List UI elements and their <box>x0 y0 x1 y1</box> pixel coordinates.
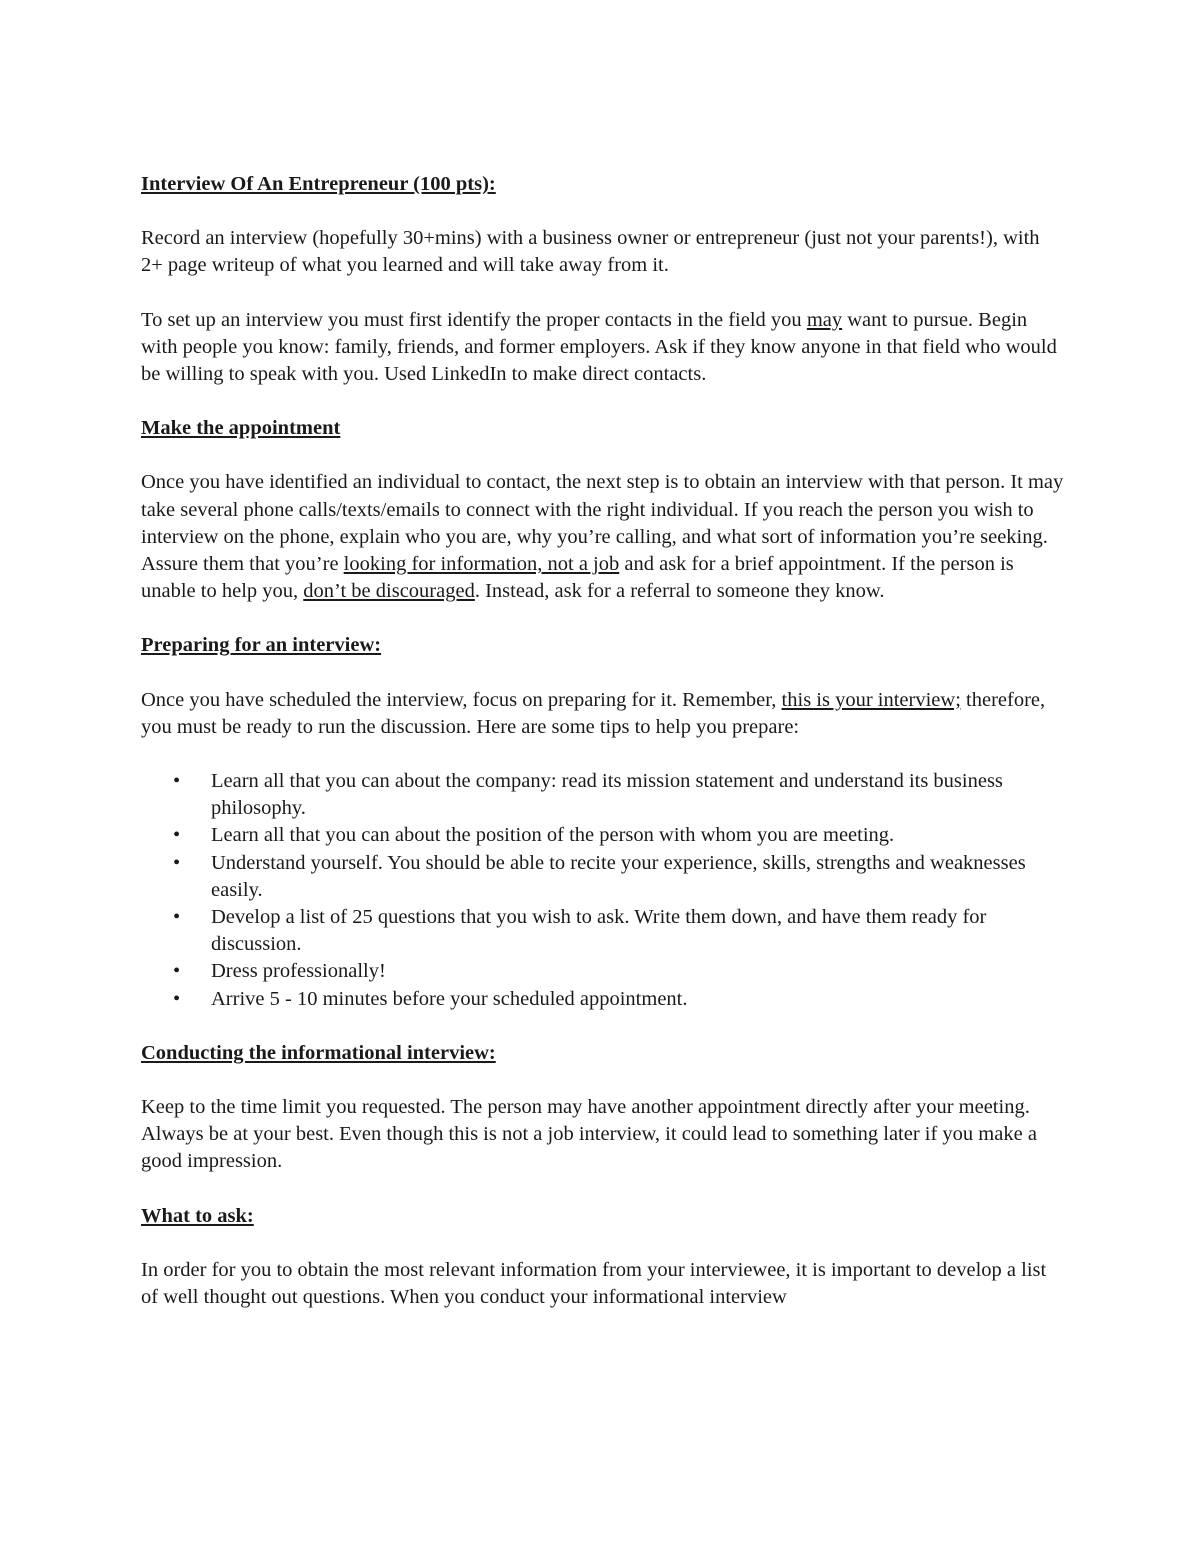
preparing-text-2: therefore, you must be ready to run the discussion. Here are some tips to help you prepare: <box>141 688 1046 738</box>
appointment-underlined-discouraged: don’t be discouraged <box>303 580 475 603</box>
document-title <box>141 171 1066 198</box>
ask-paragraph: In order for you to obtain the most relevant information from your interviewee, it is important to develop a list of well thought out questions. When you conduct your informational interview <box>141 1258 1047 1309</box>
bullet-icon: • <box>173 987 181 1010</box>
document-title-text: Interview Of An Entrepreneur (100 pts): <box>141 173 496 195</box>
appointment-text-1: Once you have identified an individual to contact, the next step is to obtain an interview with that person. It may take several phone calls/texts/emails to connect with the right individual. If you reach the person you wish to interview on the phone, explain who you are, why you’re calling, and what sort of information you’re seeking. Assure them that you’re <box>141 471 1064 576</box>
document-body <box>141 171 1066 1338</box>
appointment-heading <box>141 415 1066 442</box>
ask-heading-text: What to ask: <box>141 1204 254 1227</box>
setup-underlined-may: may <box>806 308 843 331</box>
preparing-heading-text: Preparing for an interview: <box>141 634 382 657</box>
list-item <box>173 958 1066 985</box>
appointment-heading-text: Make the appointment <box>141 417 341 440</box>
list-item <box>173 822 1066 849</box>
bullet-icon: • <box>173 906 181 929</box>
setup-text-1: To set up an interview you must first identify the proper contacts in the field you <box>141 308 807 331</box>
appointment-text-2: and ask for a brief appointment. If the person is unable to help you, <box>141 553 1014 603</box>
tip-text: Arrive 5 - 10 minutes before your scheduled appointment. <box>211 987 688 1010</box>
preparing-text-1: Once you have scheduled the interview, focus on preparing for it. Remember, <box>141 688 782 711</box>
list-item <box>173 904 1066 958</box>
bullet-icon: • <box>173 851 181 874</box>
conducting-heading-text: Conducting the informational interview: <box>141 1041 496 1064</box>
appointment-text-3: . Instead, ask for a referral to someone they know. <box>474 580 885 603</box>
tip-text: Understand yourself. You should be able to recite your experience, skills, strengths and weaknesses easily. <box>211 851 1026 901</box>
tips-list <box>141 768 1066 1013</box>
bullet-icon: • <box>173 960 181 983</box>
bullet-icon: • <box>173 770 181 793</box>
tip-text: Develop a list of 25 questions that you wish to ask. Write them down, and have them ready for discussion. <box>211 906 987 956</box>
tip-text: Learn all that you can about the company: read its mission statement and understand its business philosophy. <box>211 770 1003 820</box>
intro-paragraph: Record an interview (hopefully 30+mins) with a business owner or entrepreneur (just not your parents!), with 2+ page writeup of what you learned and will take away from it. <box>141 227 1040 277</box>
preparing-underlined: this is your interview; <box>781 688 961 711</box>
tip-text: Dress professionally! <box>211 960 386 983</box>
conducting-heading <box>141 1040 1066 1067</box>
conducting-paragraph: Keep to the time limit you requested. The person may have another appointment directly after your meeting. Always be at your best. Even though this is not a job interview, it could lead to something later if you make a good impression. <box>141 1096 1037 1173</box>
preparing-heading <box>141 632 1066 659</box>
tip-text: Learn all that you can about the position of the person with whom you are meeting. <box>211 824 895 847</box>
ask-heading <box>141 1203 1066 1230</box>
list-item <box>173 850 1066 904</box>
preparing-paragraph <box>141 687 1066 741</box>
appointment-underlined-info: looking for information, not a job <box>343 553 620 576</box>
setup-paragraph <box>141 307 1066 389</box>
list-item <box>173 768 1066 822</box>
setup-text-2: want to pursue. Begin with people you know: family, friends, and former employers. Ask if they know anyone in that field who would be willing to speak with you. Used LinkedIn to make direct contacts. <box>141 308 1057 386</box>
bullet-icon: • <box>173 824 181 847</box>
appointment-paragraph <box>141 469 1066 605</box>
list-item <box>173 986 1066 1013</box>
